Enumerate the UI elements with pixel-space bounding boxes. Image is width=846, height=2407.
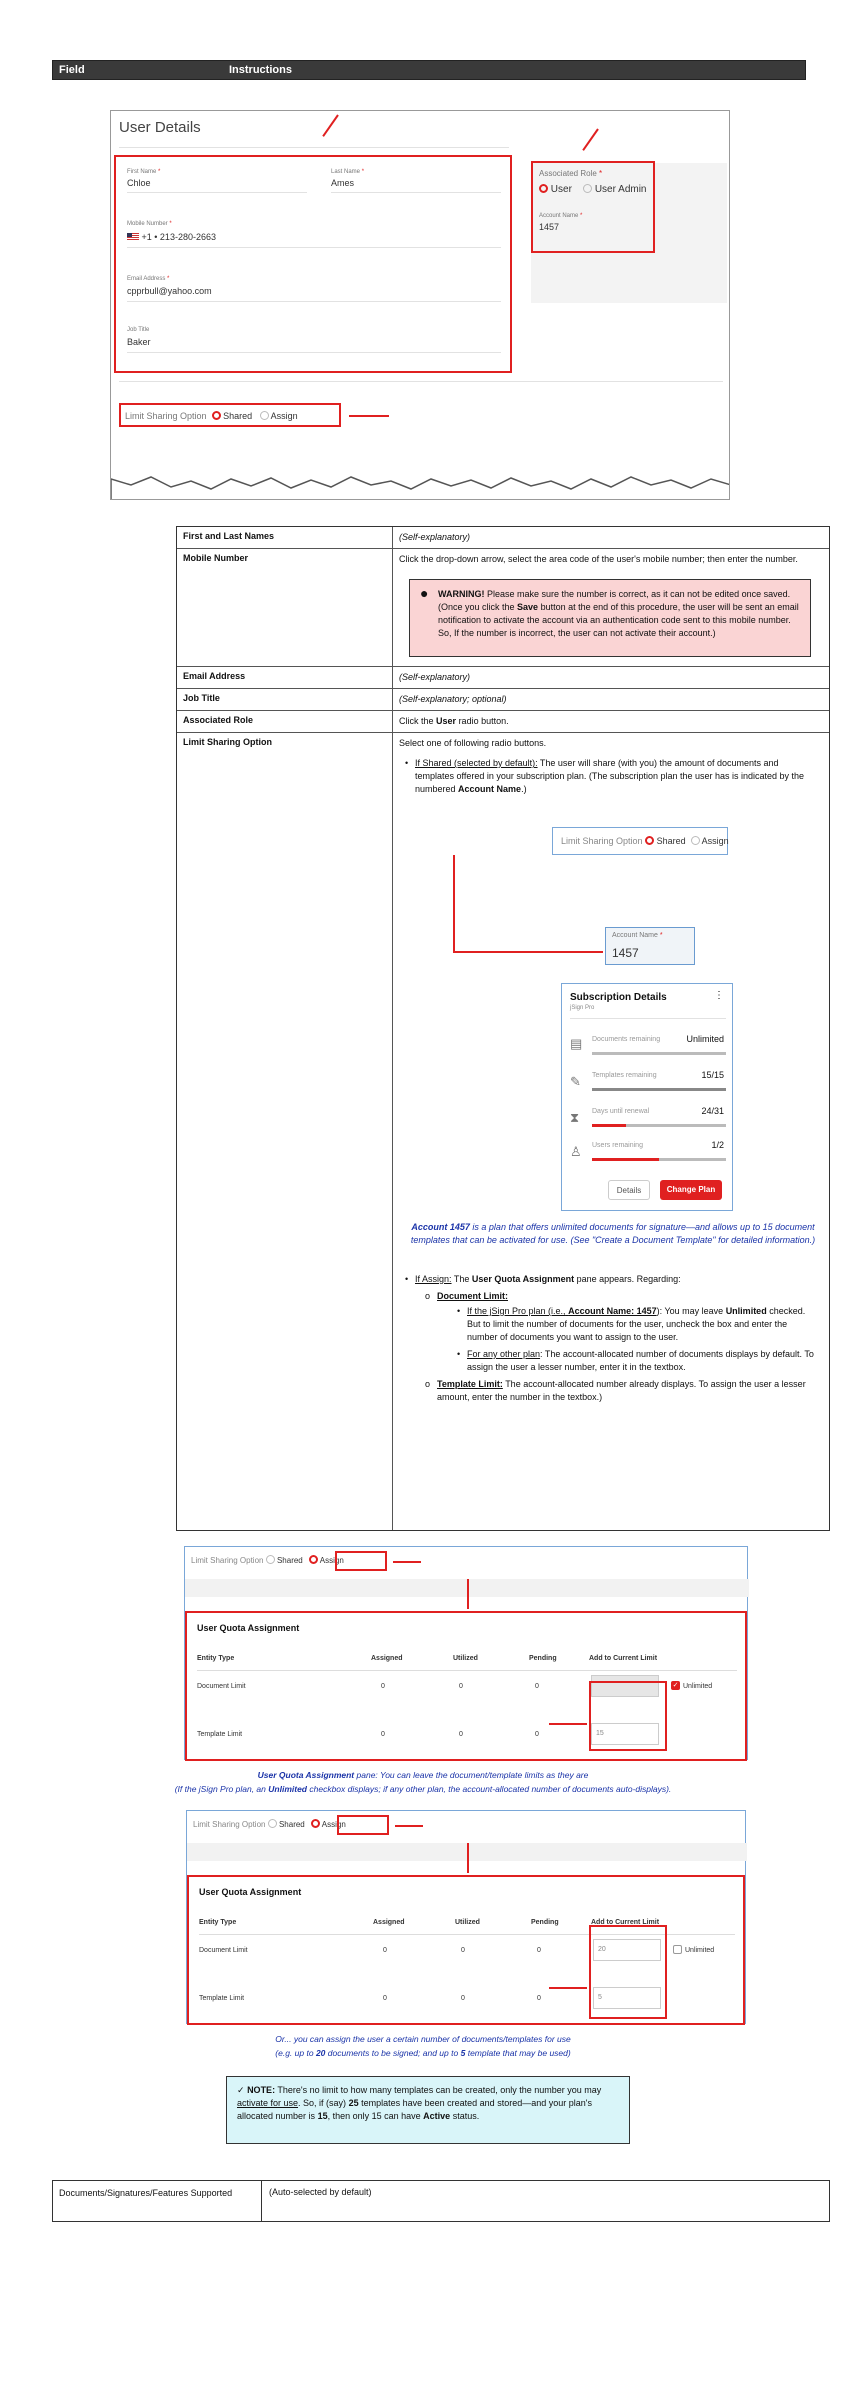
shared-radio[interactable]	[645, 836, 654, 845]
last-name-field[interactable]: Ames	[331, 175, 501, 193]
template-limit-input[interactable]: 15	[591, 1723, 659, 1745]
table-row: Template Limit 0 0 0 15	[197, 1719, 737, 1767]
table-row: Document Limit 0 0 0 ✓ Unlimited	[197, 1671, 737, 1719]
unlimited-checkbox[interactable]	[673, 1945, 682, 1954]
quota-screenshot-1: Limit Sharing Option Shared Assign User Quota Assignment Entity Type Assigned Utilized Pending Add to Current Limit Document Limit 0 0 0 ✓ Unlimited Template Limit 0 0 0 15	[184, 1546, 748, 1760]
role-highlight	[531, 161, 655, 253]
table-row: Document Limit 0 0 0 20 Unlimited	[199, 1935, 735, 1983]
arrow-icon	[349, 415, 389, 417]
assign-radio[interactable]	[309, 1555, 318, 1564]
job-title-field[interactable]: Baker	[127, 333, 501, 353]
table-row: Associated Role Click the User radio button.	[177, 711, 829, 733]
list-item: • If Shared (selected by default): The user will share (with you) the amount of documents and templates offered in your subscription plan. (The subscription plan the user has is indicated by the numbered Account Name.)	[405, 758, 805, 794]
quota-caption-1: User Quota Assignment pane: You can leave the document/template limits as they are (If the jSign Pro plan, an Unlimited checkbox displays; if any other plan, the account-allocated number of documents auto-displays).	[174, 1770, 672, 1794]
checkmark-icon: ✓	[237, 2085, 245, 2095]
mobile-label: Mobile Number	[127, 221, 168, 227]
limit-sharing-label: Limit Sharing Option	[125, 411, 207, 421]
account-name-label: Account Name	[539, 213, 579, 219]
warning-box: ● WARNING! Please make sure the number is correct, as it can not be edited once saved. (Once you click the Save button at the end of this procedure, the user will be sent an email notification to activate the account via an authentication code sent to this mobile number. So, If the number is incorrect, the user can not activate their account.)	[409, 579, 811, 657]
user-icon: ♙	[570, 1144, 582, 1159]
limit-sharing-mini: Limit Sharing Option Shared Assign	[552, 827, 728, 855]
unlimited-checkbox[interactable]: ✓	[672, 1682, 679, 1689]
table-header	[52, 60, 806, 80]
instructions-table	[176, 526, 830, 1531]
account-name-mini: Account Name * 1457	[605, 927, 695, 965]
table-row: Email Address (Self-explanatory)	[177, 667, 829, 689]
subscription-title: Subscription Details	[570, 992, 667, 1003]
hourglass-icon: ⧗	[570, 1110, 580, 1125]
list-item: • If Assign: The User Quota Assignment pane appears. Regarding: o Document Limit: • If the jSign Pro plan (i.e., Account Name: 1457): You may leave Unlimited checked. But to limit the number of documents for the user, uncheck the box and enter the number of documents you want to assign to the user. • For any other plan: The account-allocated number of documents displays by default. To assign the user a lesser number, enter it in the textbox. o Template Limit: The account-allocated number already displays. To assign the user a lesser amount, enter the number in the textbox.)	[405, 1274, 814, 1402]
job-title-label: Job Title	[127, 327, 150, 333]
role-user-label: User	[550, 184, 572, 195]
role-label: Associated Role	[539, 169, 597, 178]
note-box: ✓ NOTE: There's no limit to how many templates can be created, only the number you may activate for use. So, if (say) 25 templates have been created and stored—and your plan's allocated number is 15, then only 15 can have Active status.	[226, 2076, 630, 2144]
table-row: Documents/Signatures/Features Supported (Auto-selected by default)	[52, 2180, 830, 2222]
subscription-details-card: Subscription Details jSign Pro ⋮ ▤ Documents remaining Unlimited ✎ Templates remaining 15/15 ⧗ Days until renewal 24/31 ♙ Users remaining 1/2 Details Change Plan	[561, 983, 733, 1211]
change-plan-button[interactable]: Change Plan	[660, 1180, 722, 1200]
bomb-icon: ●	[420, 585, 429, 601]
document-limit-input[interactable]: 20	[593, 1939, 661, 1961]
torn-edge	[111, 471, 730, 500]
details-button[interactable]: Details	[608, 1180, 650, 1200]
email-field[interactable]: cpprbull@yahoo.com	[127, 282, 501, 302]
template-limit-input[interactable]: 5	[593, 1987, 661, 2009]
document-icon: ▤	[570, 1036, 583, 1051]
template-icon: ✎	[570, 1074, 581, 1089]
assign-label: Assign	[270, 411, 298, 421]
user-details-title: User Details	[119, 119, 201, 136]
user-details-screenshot: User Details First Name * Chloe Last Name * Ames Mobile Number * +1 • 213-280-2663 Email Address * cpprbull@yahoo.com Job Title Baker Associated Role * User User Admin Account Name * 1457 Limit Sharing Option Shared Assign	[110, 110, 730, 500]
first-name-field[interactable]: Chloe	[127, 175, 307, 193]
table-row: First and Last Names (Self-explanatory)	[177, 527, 829, 549]
quota-screenshot-2: Limit Sharing Option Shared Assign User Quota Assignment Entity Type Assigned Utilized Pending Add to Current Limit Document Limit 0 0 0 20 Unlimited Template Limit 0 0 0 5	[186, 1810, 746, 2024]
shared-label: Shared	[223, 411, 253, 421]
assign-radio[interactable]	[691, 836, 700, 845]
table-row: Template Limit 0 0 0 5	[199, 1983, 735, 2031]
header-instructions: Instructions	[229, 64, 292, 76]
user-fields-highlight	[114, 155, 512, 373]
more-menu-icon[interactable]: ⋮	[714, 990, 724, 1001]
first-name-label: First Name	[127, 169, 157, 175]
mobile-value: +1 • 213-280-2663	[141, 232, 216, 242]
assign-radio[interactable]	[311, 1819, 320, 1828]
arrow-icon	[582, 128, 599, 150]
arrow-icon	[322, 114, 339, 136]
limit-sharing-highlight	[119, 403, 341, 427]
quota-caption-2: Or... you can assign the user a certain number of documents/templates for use (e.g. up to 20 documents to be signed; and up to 5 template that may be used)	[275, 2034, 571, 2058]
table-row: Job Title (Self-explanatory; optional)	[177, 689, 829, 711]
account-name-value: 1457	[539, 222, 560, 232]
email-label: Email Address	[127, 276, 166, 282]
role-admin-label: User Admin	[594, 184, 647, 195]
last-name-label: Last Name	[331, 169, 361, 175]
subscription-caption: Account 1457 is a plan that offers unlimited documents for signature—and allows up to 15 document templates that can be activated for use. (See "Create a Document Template" for detailed information.)	[410, 1222, 816, 1245]
header-field: Field	[59, 64, 85, 76]
table-row: Mobile Number Click the drop-down arrow, select the area code of the user's mobile number; then enter the number. ● WARNING! Please make sure the number is correct, as it can not be edited once saved. (Once you click the Save button at the end of this procedure, the user will be sent an email notification to activate the account via an authentication code sent to this mobile number. So, If the number is incorrect, the user can not activate their account.)	[177, 549, 829, 667]
table-row: Limit Sharing Option Select one of following radio buttons. • If Shared (selected by default): The user will share (with you) the amount of documents and templates offered in your subscription plan. (The subscription plan the user has is indicated by the numbered Account Name.) Limit Sharing Option Shared Assign Account Name * 1457 Subscription Details jSign Pro ⋮ ▤ Documents remaining Unlimited ✎ Templates remaining 15/15 ⧗ Days until renewal 24/31 ♙ Users remaining 1/2 Details Change Plan Account 1457 is a plan that offers unlimited documents for signature—and allows up to 15 document templates that can be activated for use. (See "Create a Document Template" for detailed information.) • If Assign: The User Quota Assignment pane appears. Regarding: o Document Limit: • If the jSign Pro plan (i.e., Account Name: 1457): You may leave Unlimited checked. But to limit the number of documents for the user, uncheck the box and enter the number of documents you want to assign to the user. • For any other plan: The account-allocated number of documents displays by default. To assign the user a lesser number, enter it in the textbox. o Template Limit: The account-allocated number already displays. To assign the user a lesser amount, enter the number in the textbox.)	[177, 733, 829, 1530]
